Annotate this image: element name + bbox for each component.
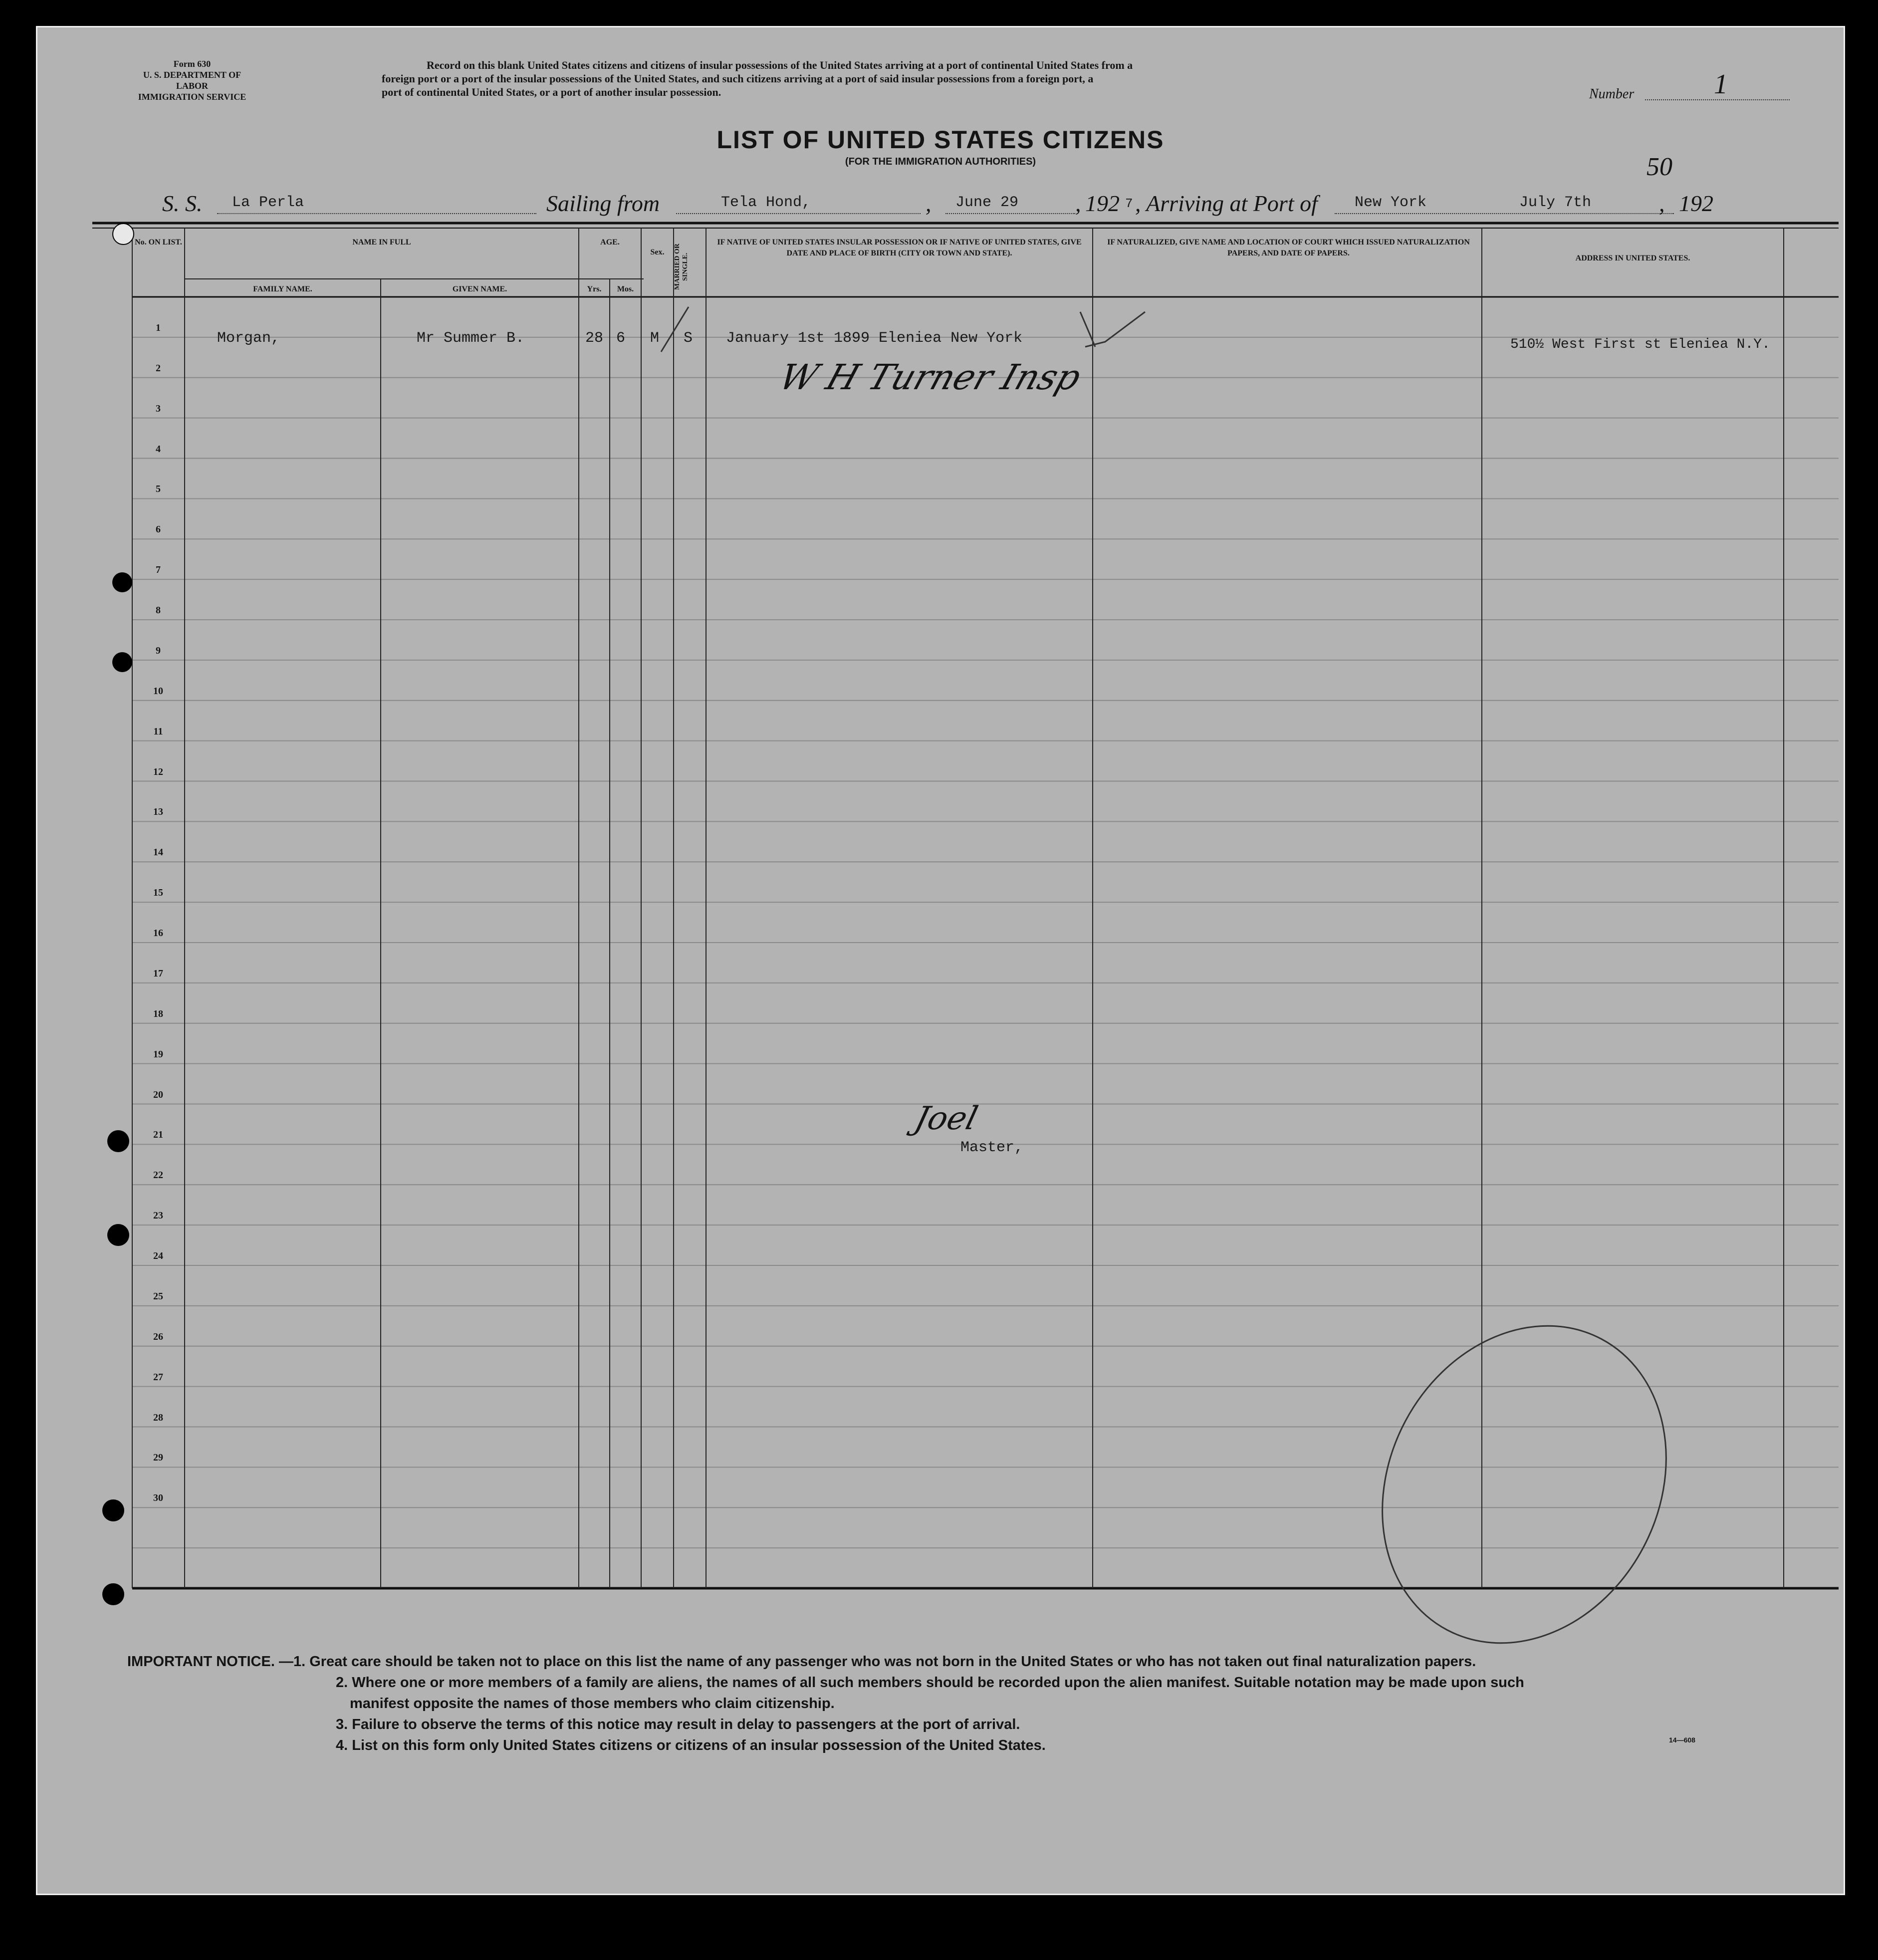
row-number: 26	[153, 1331, 163, 1342]
row-number: 21	[153, 1129, 163, 1141]
master-label: Master,	[960, 1139, 1024, 1156]
entry-birth: January 1st 1899 Eleniea New York	[726, 330, 1023, 347]
entry-married: S	[684, 330, 693, 347]
form-number: Form 630	[173, 59, 211, 69]
row-number: 18	[153, 1008, 163, 1019]
from-port: Tela Hond,	[721, 194, 811, 211]
notice-item-2: 2. Where one or more members of a family are aliens, the names of all such members should be recorded upon the alien manifest. Suitable notation may be made upon such	[336, 1675, 1524, 1691]
year-prefix: 192	[1085, 191, 1120, 216]
header-no: No. ON LIST.	[135, 238, 182, 246]
stamp-oval	[1315, 1305, 1734, 1664]
row-number: 29	[153, 1452, 163, 1464]
row-number: 8	[156, 605, 161, 616]
row-number: 28	[153, 1412, 163, 1423]
entry-given-name: Mr Summer B.	[417, 330, 525, 347]
row-number: 15	[153, 887, 163, 899]
year-suffix: 7	[1125, 196, 1133, 211]
row-number: 1	[156, 322, 161, 333]
row-number: 17	[153, 968, 163, 979]
sail-date: June 29	[955, 194, 1019, 211]
notice-item-4: 4. List on this form only United States citizens or citizens of an insular possession of the United States.	[336, 1737, 1046, 1753]
header-address: ADDRESS IN UNITED STATES.	[1575, 254, 1690, 262]
header-married: MARRIED OR SINGLE.	[674, 244, 689, 290]
row-number: 4	[156, 443, 161, 455]
header-family-name: FAMILY NAME.	[253, 285, 312, 293]
master-signature: Joel	[911, 1100, 981, 1137]
notice-item-1: —1. Great care should be taken not to place on this list the name of any passenger who was not born in the United States or who has not taken out final naturalization papers.	[278, 1654, 1476, 1670]
notice-item-2-cont: manifest opposite the names of those members who claim citizenship.	[350, 1696, 835, 1712]
row-number: 10	[153, 685, 163, 697]
to-port: New York	[1355, 194, 1427, 211]
header-name-in-full: NAME IN FULL	[352, 238, 411, 246]
row-number: 14	[153, 847, 163, 858]
page-title: LIST OF UNITED STATES CITIZENS	[716, 126, 1165, 154]
header-sex: Sex.	[650, 248, 665, 256]
year-prefix-2: 192	[1679, 191, 1713, 216]
instruction-line-3: port of continental United States, or a port of another insular possession.	[382, 86, 721, 98]
header-mos: Mos.	[617, 285, 634, 293]
check-marks	[641, 297, 1190, 377]
page-number: 50	[1646, 153, 1672, 181]
entry-age-yrs: 28	[585, 330, 604, 347]
number-label: Number	[1589, 86, 1635, 102]
row-number: 5	[156, 484, 161, 495]
punch-hole	[107, 1130, 129, 1152]
notice-heading: IMPORTANT NOTICE.	[127, 1654, 275, 1670]
row-number: 12	[153, 766, 163, 777]
entry-age-mos: 6	[616, 330, 626, 347]
punch-hole	[112, 223, 134, 245]
row-number: 7	[156, 564, 161, 576]
row-number: 19	[153, 1048, 163, 1060]
header-given-name: GIVEN NAME.	[452, 285, 507, 293]
row-number: 9	[156, 645, 161, 656]
department-name: U. S. DEPARTMENT OF LABOR	[143, 70, 241, 91]
arrival-date: July 7th	[1519, 194, 1592, 211]
inspector-signature: W H Turner Insp	[774, 357, 1086, 398]
row-number: 27	[153, 1371, 163, 1383]
header-native: IF NATIVE OF UNITED STATES INSULAR POSSESSION OR IF NATIVE OF UNITED STATES, GIVE DATE AND PLACE OF BIRTH (CITY OR TOWN AND STATE).	[717, 238, 1082, 257]
punch-hole	[112, 572, 132, 592]
row-number: 3	[156, 403, 161, 414]
service-name: IMMIGRATION SERVICE	[138, 92, 246, 102]
row-number: 2	[156, 362, 161, 374]
entry-address: 510½ West First st Eleniea N.Y.	[1510, 337, 1770, 352]
row-number: 24	[153, 1250, 163, 1261]
row-number: 30	[153, 1492, 163, 1504]
page-subtitle: (FOR THE IMMIGRATION AUTHORITIES)	[845, 156, 1036, 167]
row-number: 23	[153, 1210, 163, 1222]
header-naturalized: IF NATURALIZED, GIVE NAME AND LOCATION OF COURT WHICH ISSUED NATURALIZATION PAPERS, AND DATE OF PAPERS.	[1107, 238, 1470, 257]
header-yrs: Yrs.	[587, 285, 602, 293]
punch-hole	[107, 1224, 129, 1246]
manifest-page	[36, 26, 1845, 1895]
arriving-label: , Arriving at Port of	[1135, 191, 1318, 216]
entry-sex: M	[650, 330, 660, 347]
punch-hole	[112, 652, 132, 672]
punch-hole	[102, 1583, 124, 1605]
row-number: 22	[153, 1170, 163, 1181]
voyage-line: S. S. La Perla Sailing from Tela Hond, , June 29 , 192 7 , Arriving at Port of New York July 7th , 192	[162, 191, 1713, 216]
row-number: 16	[153, 928, 163, 939]
entry-family-name: Morgan,	[217, 330, 280, 347]
row-number: 11	[153, 726, 163, 737]
ship-name: La Perla	[232, 194, 304, 211]
header-age: AGE.	[600, 238, 620, 246]
print-code: 14—608	[1669, 1736, 1695, 1744]
row-number: 13	[153, 806, 163, 818]
notice-item-3: 3. Failure to observe the terms of this notice may result in delay to passengers at the port of arrival.	[336, 1716, 1020, 1732]
instruction-line-2: foreign port or a port of the insular possessions of the United States, and such citizens arriving at a port of said insular possessions from a foreign port, a	[382, 72, 1094, 85]
row-number: 6	[156, 524, 161, 535]
ss-label: S. S.	[162, 191, 203, 216]
number-value: 1	[1714, 69, 1728, 100]
row-number: 25	[153, 1290, 163, 1302]
punch-hole	[102, 1499, 124, 1521]
important-notice	[127, 1651, 1774, 1756]
instruction-line-1: Record on this blank United States citizens and citizens of insular possessions of the United States arriving at a port of continental United States from a	[427, 59, 1133, 71]
sailing-from-label: Sailing from	[546, 191, 660, 216]
row-number: 20	[153, 1089, 163, 1100]
